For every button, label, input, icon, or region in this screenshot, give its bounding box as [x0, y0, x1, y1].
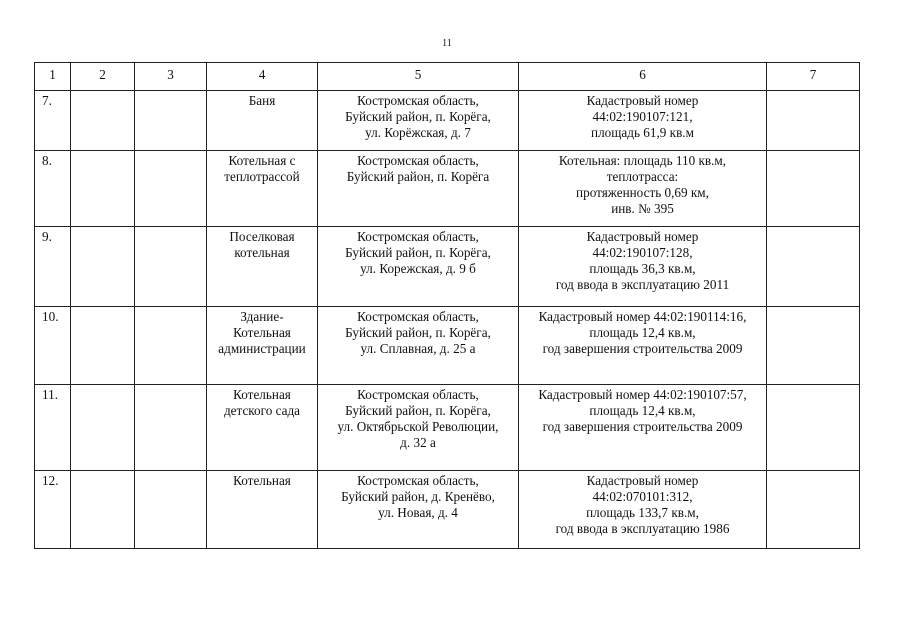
- empty-cell-col7: [767, 91, 860, 151]
- object-description: Кадастровый номер 44:02:070101:312, площадь 133,7 кв.м, год ввода в эксплуатацию 1986: [519, 471, 767, 549]
- table-row: [35, 307, 860, 385]
- object-name: Поселковая котельная: [207, 227, 318, 307]
- table-row: [35, 385, 860, 471]
- object-description: Кадастровый номер 44:02:190114:16, площадь 12,4 кв.м, год завершения строительства 2009: [519, 307, 767, 385]
- object-address: Костромская область, Буйский район, п. Корёга: [318, 151, 519, 227]
- object-name: Котельная детского сада: [207, 385, 318, 471]
- empty-cell-col7: [767, 227, 860, 307]
- column-number-2: 2: [71, 63, 135, 91]
- row-number: 10.: [35, 307, 71, 385]
- page-number: 11: [442, 38, 452, 49]
- empty-cell-col2: [71, 151, 135, 227]
- table-row: [35, 471, 860, 549]
- object-name: Котельная: [207, 471, 318, 549]
- empty-cell-col3: [135, 307, 207, 385]
- empty-cell-col7: [767, 471, 860, 549]
- object-name: Здание- Котельная администрации: [207, 307, 318, 385]
- object-name: Баня: [207, 91, 318, 151]
- object-description: Кадастровый номер 44:02:190107:57, площадь 12,4 кв.м, год завершения строительства 2009: [519, 385, 767, 471]
- column-number-row: [35, 63, 860, 91]
- object-description: Кадастровый номер 44:02:190107:121, площадь 61,9 кв.м: [519, 91, 767, 151]
- row-number: 12.: [35, 471, 71, 549]
- column-number-5: 5: [318, 63, 519, 91]
- table-row: [35, 151, 860, 227]
- empty-cell-col3: [135, 91, 207, 151]
- empty-cell-col2: [71, 91, 135, 151]
- empty-cell-col7: [767, 385, 860, 471]
- empty-cell-col2: [71, 307, 135, 385]
- object-address: Костромская область, Буйский район, п. Корёга, ул. Сплавная, д. 25 а: [318, 307, 519, 385]
- row-number: 11.: [35, 385, 71, 471]
- object-description: Котельная: площадь 110 кв.м, теплотрасса: протяженность 0,69 км, инв. № 395: [519, 151, 767, 227]
- empty-cell-col2: [71, 471, 135, 549]
- empty-cell-col3: [135, 471, 207, 549]
- table-row: [35, 227, 860, 307]
- column-number-1: 1: [35, 63, 71, 91]
- property-table: [34, 62, 860, 549]
- empty-cell-col2: [71, 385, 135, 471]
- column-number-4: 4: [207, 63, 318, 91]
- empty-cell-col7: [767, 151, 860, 227]
- column-number-6: 6: [519, 63, 767, 91]
- empty-cell-col3: [135, 385, 207, 471]
- column-number-7: 7: [767, 63, 860, 91]
- column-number-3: 3: [135, 63, 207, 91]
- object-name: Котельная с теплотрассой: [207, 151, 318, 227]
- table-row: [35, 91, 860, 151]
- row-number: 7.: [35, 91, 71, 151]
- object-address: Костромская область, Буйский район, п. Корёга, ул. Октябрьской Революции, д. 32 а: [318, 385, 519, 471]
- row-number: 8.: [35, 151, 71, 227]
- empty-cell-col2: [71, 227, 135, 307]
- object-address: Костромская область, Буйский район, д. Кренёво, ул. Новая, д. 4: [318, 471, 519, 549]
- object-description: Кадастровый номер 44:02:190107:128, площадь 36,3 кв.м, год ввода в эксплуатацию 2011: [519, 227, 767, 307]
- object-address: Костромская область, Буйский район, п. Корёга, ул. Корёжская, д. 7: [318, 91, 519, 151]
- empty-cell-col3: [135, 151, 207, 227]
- empty-cell-col3: [135, 227, 207, 307]
- object-address: Костромская область, Буйский район, п. Корёга, ул. Корежская, д. 9 б: [318, 227, 519, 307]
- empty-cell-col7: [767, 307, 860, 385]
- row-number: 9.: [35, 227, 71, 307]
